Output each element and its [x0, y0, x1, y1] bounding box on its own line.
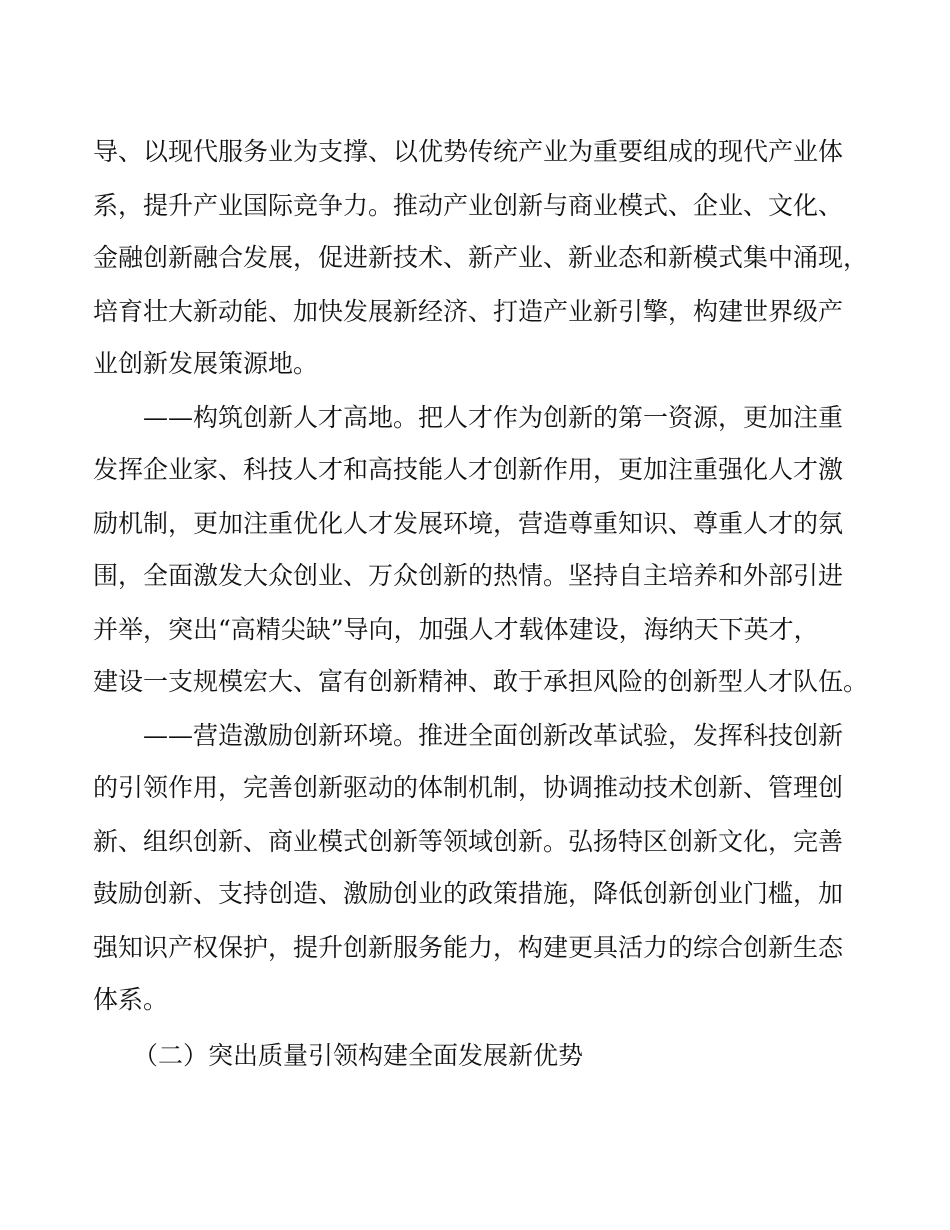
- paragraph-line: 励机制，更加注重优化人才发展环境，营造尊重知识、尊重人才的氛: [93, 509, 844, 538]
- paragraph-line: 建设一支规模宏大、富有创新精神、敢于承担风险的创新型人才队伍。: [93, 667, 869, 696]
- paragraph-line: 强知识产权保护，提升创新服务能力，构建更具活力的综合创新生态: [93, 933, 844, 962]
- paragraph-line: ——构筑创新人才高地。把人才作为创新的第一资源，更加注重: [143, 403, 844, 432]
- paragraph-line: 体系。: [93, 985, 169, 1014]
- paragraph-line: 导、以现代服务业为支撑、以优势传统产业为重要组成的现代产业体: [93, 137, 844, 166]
- paragraph-line: 培育壮大新动能、加快发展新经济、打造产业新引擎，构建世界级产: [93, 297, 844, 326]
- paragraph-line: 并举，突出“高精尖缺”导向，加强人才载体建设，海纳天下英才，: [93, 615, 819, 644]
- paragraph-line: ——营造激励创新环境。推进全面创新改革试验，发挥科技创新: [143, 721, 844, 750]
- paragraph-line: 鼓励创新、支持创造、激励创业的政策措施，降低创新创业门槛，加: [93, 879, 844, 908]
- section-heading: （二）突出质量引领构建全面发展新优势: [133, 1041, 584, 1070]
- paragraph-line: 围，全面激发大众创业、万众创新的热情。坚持自主培养和外部引进: [93, 561, 844, 590]
- paragraph-line: 发挥企业家、科技人才和高技能人才创新作用，更加注重强化人才激: [93, 455, 844, 484]
- paragraph-line: 的引领作用，完善创新驱动的体制机制，协调推动技术创新、管理创: [93, 773, 844, 802]
- paragraph-line: 新、组织创新、商业模式创新等领域创新。弘扬特区创新文化，完善: [93, 827, 844, 856]
- paragraph-line: 系，提升产业国际竞争力。推动产业创新与商业模式、企业、文化、: [93, 191, 844, 220]
- paragraph-line: 业创新发展策源地。: [93, 349, 319, 378]
- paragraph-line: 金融创新融合发展，促进新技术、新产业、新业态和新模式集中涌现，: [93, 243, 869, 272]
